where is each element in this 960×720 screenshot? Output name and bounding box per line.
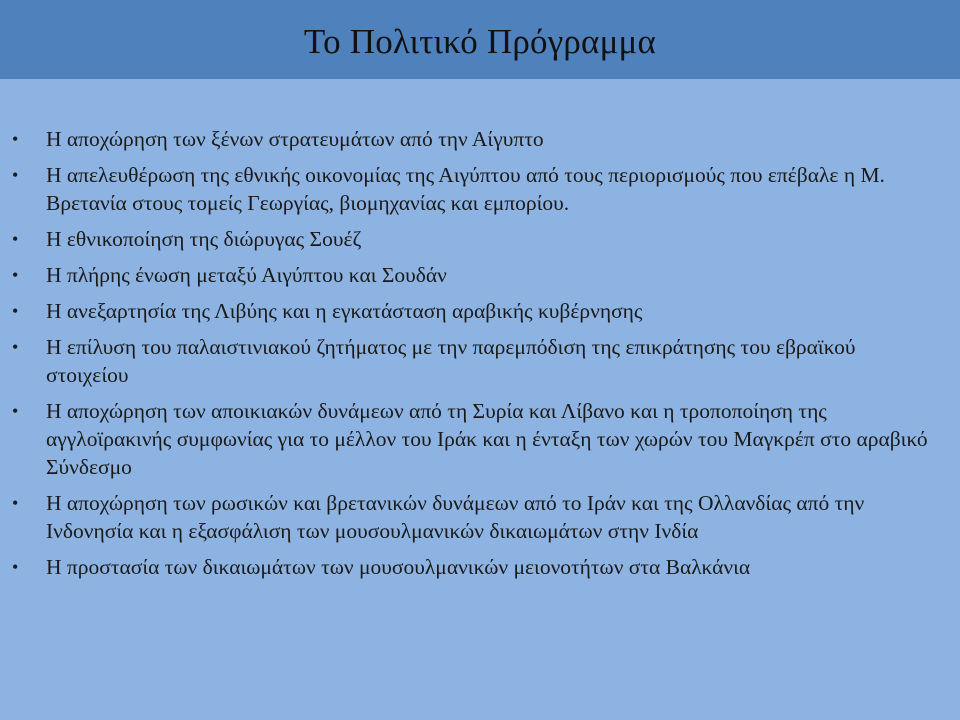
bullet-text: Η προστασία των δικαιωμάτων των μουσουλμανικών μειονοτήτων στα Βαλκάνια (46, 555, 751, 579)
bullet-item (12, 333, 942, 389)
bullet-item (12, 489, 942, 545)
bullet-item (12, 161, 942, 217)
bullet-icon: • (12, 229, 19, 249)
bullet-icon: • (12, 337, 19, 357)
bullet-icon: • (12, 265, 19, 285)
bullet-item (12, 125, 942, 153)
bullet-icon: • (12, 557, 19, 577)
bullet-text: Η απελευθέρωση της εθνικής οικονομίας της Αιγύπτου από τους περιορισμούς που επέβαλε η Μ. Βρετανία στους τομείς Γεωργίας, βιομηχανίας και εμπορίου. (46, 163, 885, 215)
bullet-item (12, 297, 942, 325)
bullet-text: Η εθνικοποίηση της διώρυγας Σουέζ (46, 227, 362, 251)
bullet-icon: • (12, 301, 19, 321)
bullet-item (12, 225, 942, 253)
bullet-list (12, 125, 942, 589)
bullet-item (12, 553, 942, 581)
bullet-text: Η αποχώρηση των ξένων στρατευμάτων από την Αίγυπτο (46, 127, 544, 151)
bullet-item (12, 261, 942, 289)
bullet-icon: • (12, 401, 19, 421)
bullet-text: Η ανεξαρτησία της Λιβύης και η εγκατάσταση αραβικής κυβέρνησης (46, 299, 643, 323)
bullet-item (12, 397, 942, 481)
slide-title: Το Πολιτικό Πρόγραμμα (303, 21, 657, 61)
bullet-icon: • (12, 165, 19, 185)
bullet-icon: • (12, 129, 19, 149)
bullet-text: Η πλήρης ένωση μεταξύ Αιγύπτου και Σουδάν (46, 263, 447, 287)
bullet-icon: • (12, 493, 19, 513)
title-bar (0, 0, 960, 79)
bullet-text: Η επίλυση του παλαιστινιακού ζητήματος με την παρεμπόδιση της επικράτησης του εβραϊκού στοιχείου (46, 335, 856, 387)
bullet-text: Η αποχώρηση των αποικιακών δυνάμεων από τη Συρία και Λίβανο και η τροποποίηση της αγγλοϊρακινής συμφωνίας για το μέλλον του Ιράκ και η ένταξη των χωρών του Μαγκρέπ στο αραβικό Σύνδεσμο (46, 399, 928, 479)
bullet-text: Η αποχώρηση των ρωσικών και βρετανικών δυνάμεων από το Ιράν και της Ολλανδίας από την Ινδονησία και η εξασφάλιση των μουσουλμανικών δικαιωμάτων στην Ινδία (46, 491, 865, 543)
